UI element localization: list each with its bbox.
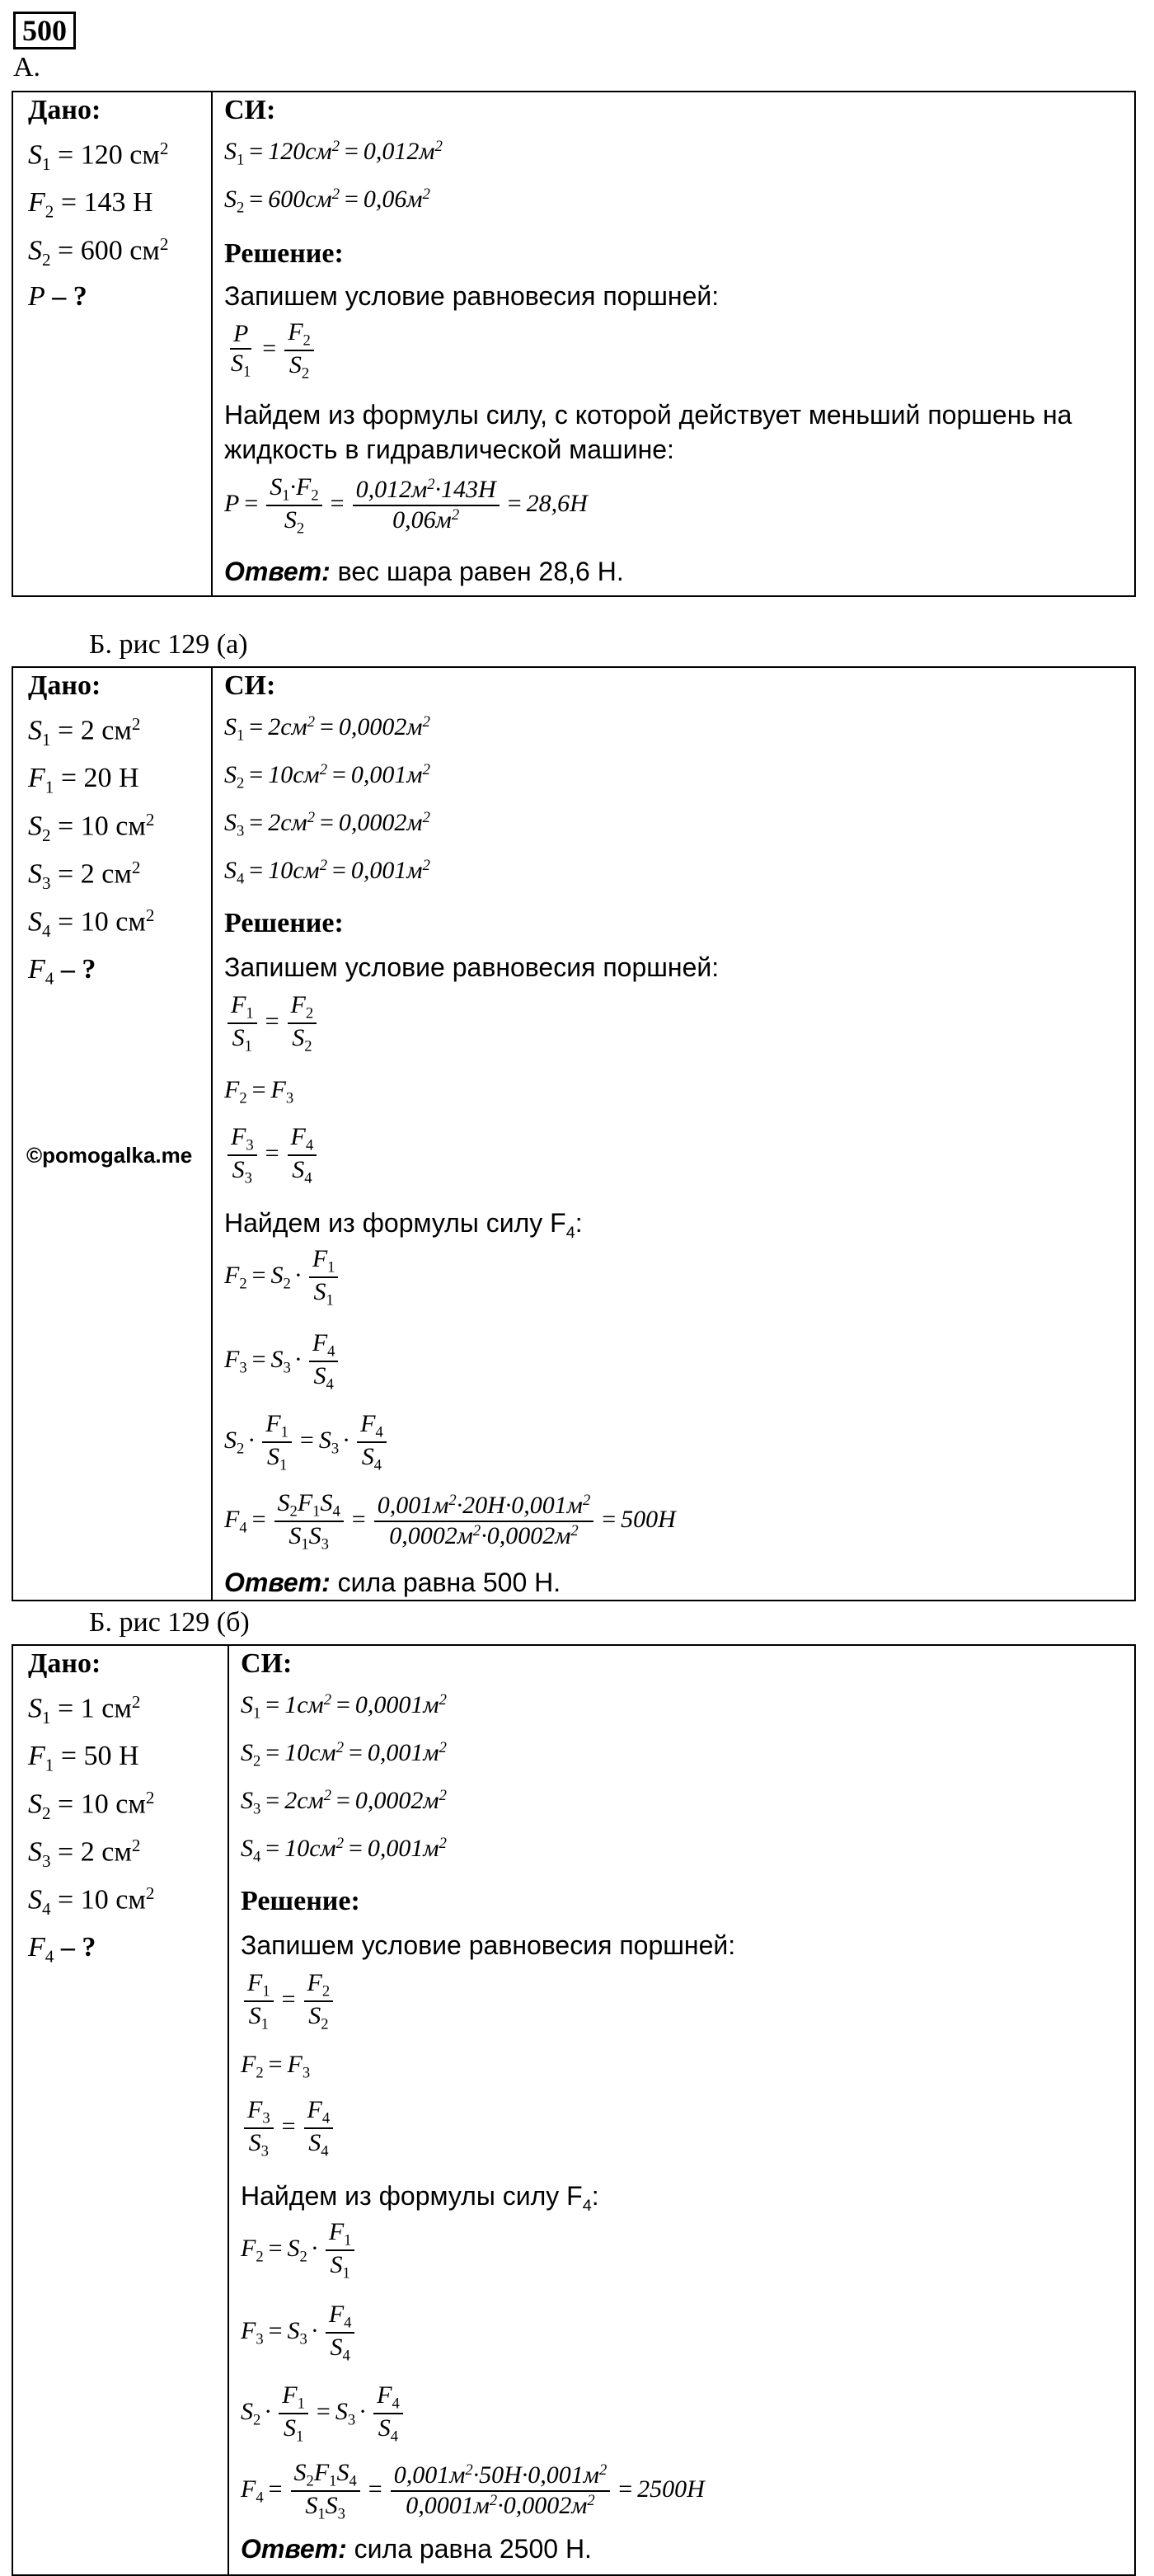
solution-header: Решение: [241,1886,360,1916]
si-conversion: $S_4 = 10см^2 = 0,001м^2$ [224,856,430,888]
equilibrium-formula: $\frac{F_1}{S_1}$ = $\frac{F_2}{S_2}$ [224,991,320,1055]
section-a-table [12,91,1136,597]
find-text: Найдем из формулы силу $F_4$: [241,2181,599,2215]
section-a-label: А. [13,52,41,82]
problem-number: 500 [13,12,76,49]
given-unknown: $F_4$ – ? [28,1932,96,1967]
result-formula: $F_4$ = $\frac{S_2F_1S_4}{S_1S_3}$ = $\frac{0,001м^2\cdot 50Н\cdot 0,001м^2}{0,0001м^2\cdot 0,0002м^2}$ = 2500Н [241,2459,705,2523]
si-header: СИ: [224,95,276,125]
si-header: СИ: [224,670,276,701]
given-item: $S_1 = 1$ $см^2$ [28,1692,141,1728]
given-item: $S_2 = 600$ $см^2$ [28,234,169,270]
given-item: $S_4 = 10$ $см^2$ [28,1883,155,1919]
derivation-formula: $F_2 = S_2$ · $\frac{F_1}{S_1}$ [241,2218,358,2282]
given-item: $S_2 = 10$ $см^2$ [28,810,155,845]
column-divider [211,668,213,1600]
solution-header: Решение: [224,908,344,938]
column-divider [211,92,213,595]
column-divider [228,1646,229,2574]
equilibrium-text: Запишем условие равновесия поршней: [224,952,720,982]
equilibrium-text: Запишем условие равновесия поршней: [241,1930,736,1960]
derivation-formula: $F_2 = S_2$ · $\frac{F_1}{S_1}$ [224,1245,341,1309]
si-header: СИ: [241,1648,293,1679]
si-conversion: $S_2 = 10см^2 = 0,001м^2$ [224,760,430,792]
given-item: $S_2 = 10$ $см^2$ [28,1788,155,1823]
find-text: Найдем из формулы силу $F_4$: [224,1208,583,1242]
derivation-formula: $S_2$ · $\frac{F_1}{S_1}$ = $S_3$ · $\frac{F_4}{S_4}$ [224,1410,390,1474]
result-formula: P = $\frac{S_1\cdot F_2}{S_2}$ = $\frac{0,012м^2\cdot 143Н}{0,06м^2}$ = 28,6Н [224,473,588,538]
derivation-formula: $F_3 = S_3$ · $\frac{F_4}{S_4}$ [241,2301,358,2365]
section-b-b-label: Б. рис 129 (б) [89,1607,250,1638]
derivation-formula: $S_2$ · $\frac{F_1}{S_1}$ = $S_3$ · $\frac{F_4}{S_4}$ [241,2381,406,2446]
si-conversion: $S_3 = 2см^2 = 0,0002м^2$ [224,808,430,840]
section-b-a-label: Б. рис 129 (а) [89,629,248,660]
given-item: $S_3 = 2$ $см^2$ [28,1836,141,1871]
solution-header: Решение: [224,238,344,269]
watermark: ©pomogalka.me [26,1143,193,1168]
result-formula: $F_4$ = $\frac{S_2F_1S_4}{S_1S_3}$ = $\frac{0,001м^2\cdot 20Н\cdot 0,001м^2}{0,0002м^2\cdot 0,0002м^2}$ = 500Н [224,1489,676,1554]
equilibrium-text: Запишем условие равновесия поршней: [224,281,720,311]
given-item: $S_1 = 120$ $см^2$ [28,139,169,174]
equilibrium-formula: $\frac{P}{S_1}$ = $\frac{F_2}{S_2}$ [224,318,317,383]
given-header: Дано: [28,1648,101,1679]
si-conversion: $S_1 = 1см^2 = 0,0001м^2$ [241,1690,447,1723]
given-item: $S_4 = 10$ $см^2$ [28,905,155,941]
equilibrium-formula: $\frac{F_3}{S_3}$ = $\frac{F_4}{S_4}$ [241,2096,336,2160]
given-item: $S_1 = 2$ $см^2$ [28,714,141,750]
equality-formula: $F_2 = F_3$ [224,1076,294,1107]
si-conversion: $S_4 = 10см^2 = 0,001м^2$ [241,1834,447,1866]
given-header: Дано: [28,95,101,125]
equality-formula: $F_2 = F_3$ [241,2051,311,2082]
answer: Ответ: сила равна 500 Н. [224,1568,561,1597]
find-text: Найдем из формулы силу, с которой действует меньший поршень на [224,400,1072,430]
given-unknown: $F_4$ – ? [28,954,96,989]
given-unknown: P – ? [28,281,87,312]
find-text: жидкость в гидравлической машине: [224,435,674,464]
given-item: $S_3 = 2$ $см^2$ [28,858,141,893]
equilibrium-formula: $\frac{F_3}{S_3}$ = $\frac{F_4}{S_4}$ [224,1123,320,1187]
equilibrium-formula: $\frac{F_1}{S_1}$ = $\frac{F_2}{S_2}$ [241,1969,336,2033]
given-header: Дано: [28,670,101,701]
si-conversion: $S_1 = 120см^2 = 0,012м^2$ [224,137,443,169]
section-b-a-table [12,666,1136,1601]
given-item: $F_1 = 20$ Н [28,763,139,797]
given-item: $F_1 = 50$ Н [28,1741,139,1775]
si-conversion: $S_2 = 10см^2 = 0,001м^2$ [241,1738,447,1770]
derivation-formula: $F_3 = S_3$ · $\frac{F_4}{S_4}$ [224,1329,341,1394]
answer: Ответ: вес шара равен 28,6 Н. [224,557,624,586]
si-conversion: $S_3 = 2см^2 = 0,0002м^2$ [241,1786,447,1818]
si-conversion: $S_1 = 2см^2 = 0,0002м^2$ [224,712,430,745]
si-conversion: $S_2 = 600см^2 = 0,06м^2$ [224,185,430,217]
given-item: $F_2 = 143$ Н [28,187,153,222]
section-b-b-table [12,1644,1136,2576]
answer: Ответ: сила равна 2500 Н. [241,2534,592,2564]
